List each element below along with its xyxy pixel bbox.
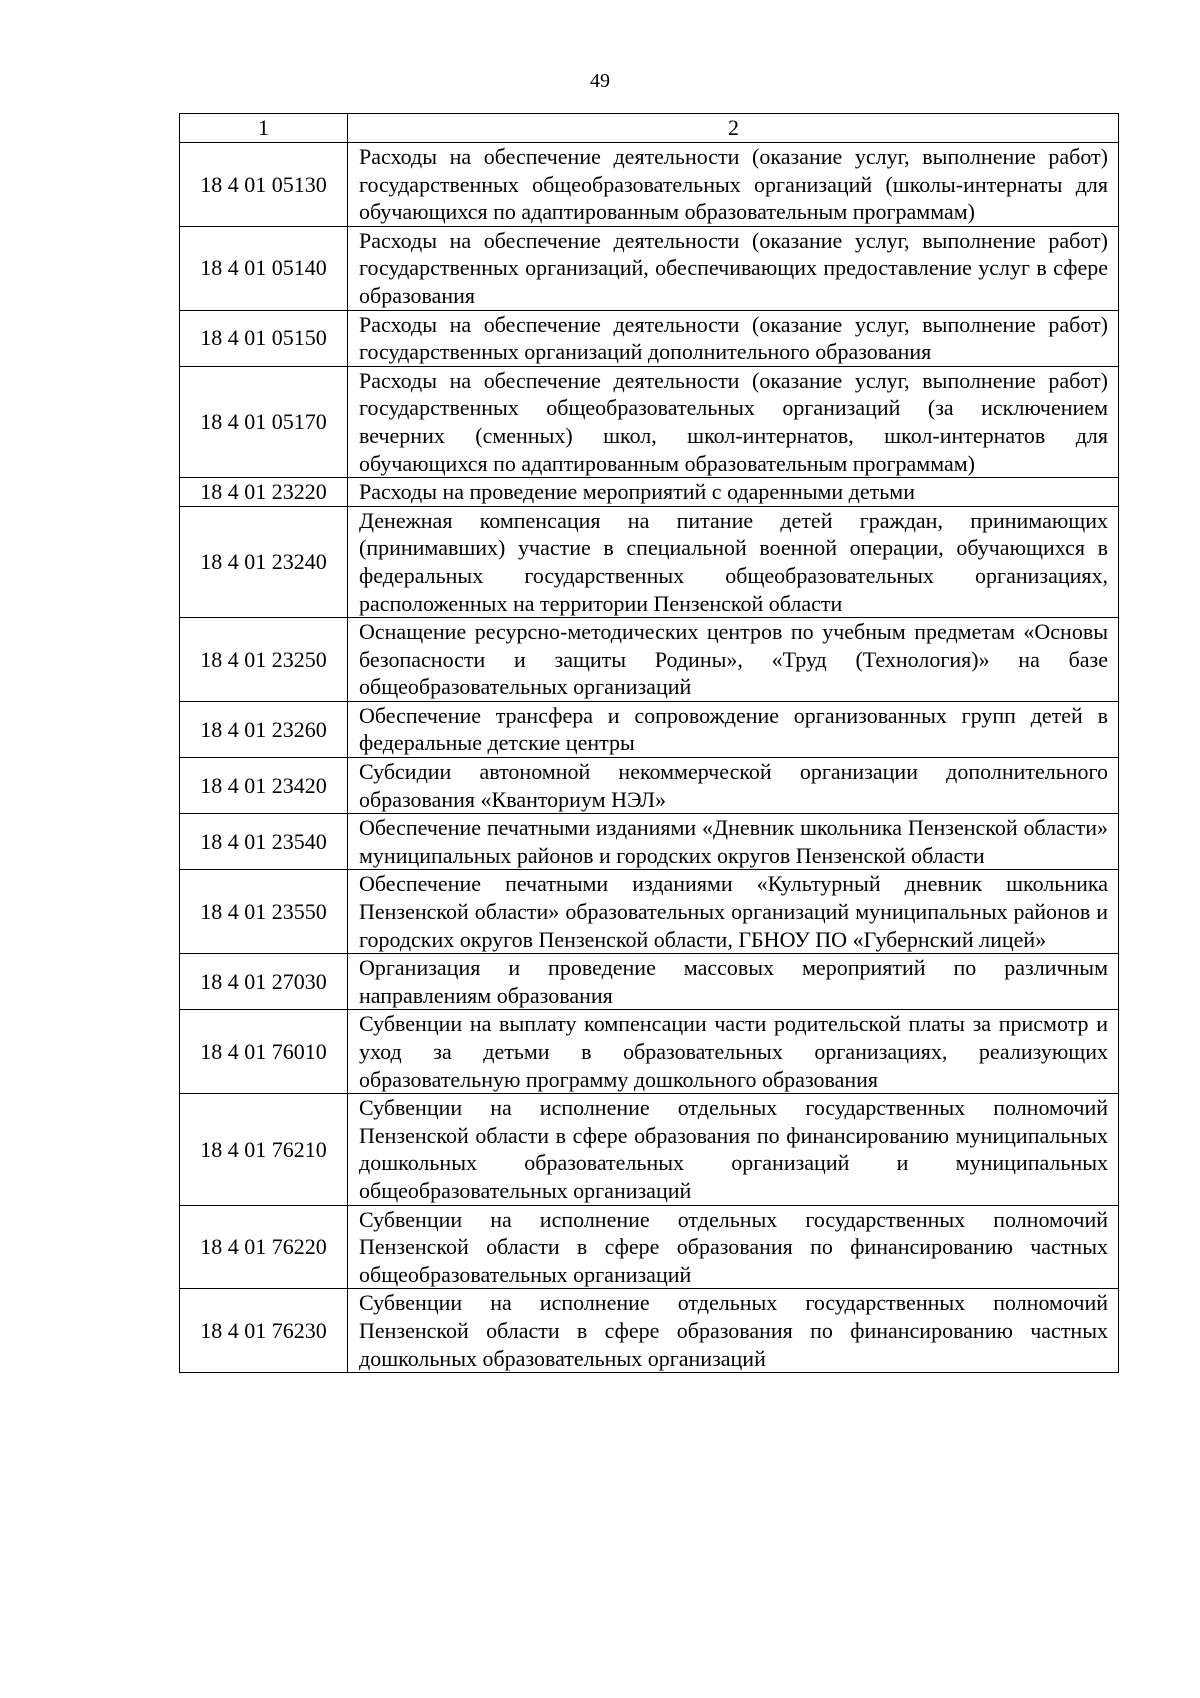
table-row <box>180 701 1119 757</box>
table-row <box>180 1289 1119 1373</box>
table-row <box>180 366 1119 477</box>
row-description-cell: Субвенции на исполнение отдельных государственных полномочий Пензенской области в сфере образования по финансированию частных дошкольных образовательных организаций <box>348 1289 1119 1373</box>
table-row <box>180 478 1119 507</box>
row-description-cell: Оснащение ресурсно-методических центров по учебным предметам «Основы безопасности и защиты Родины», «Труд (Технология)» на базе общеобразовательных организаций <box>348 618 1119 702</box>
row-code-cell: 18 4 01 23550 <box>180 870 348 954</box>
table-row <box>180 618 1119 702</box>
budget-classification-table <box>179 113 1119 1373</box>
row-code-cell: 18 4 01 23240 <box>180 506 348 617</box>
row-description-cell: Субвенции на исполнение отдельных государственных полномочий Пензенской области в сфере образования по финансированию муниципальных дошкольных образовательных организаций и муниципальных общеобразовательных организаций <box>348 1094 1119 1205</box>
table-row <box>180 758 1119 814</box>
row-description-cell: Расходы на обеспечение деятельности (оказание услуг, выполнение работ) государственных организаций дополнительного образования <box>348 310 1119 366</box>
row-description-cell: Расходы на обеспечение деятельности (оказание услуг, выполнение работ) государственных общеобразовательных организаций (школы-интернаты для обучающихся по адаптированным образовательным программам) <box>348 143 1119 227</box>
table-row <box>180 1205 1119 1289</box>
table-row <box>180 506 1119 617</box>
row-description-cell: Расходы на обеспечение деятельности (оказание услуг, выполнение работ) государственных общеобразовательных организаций (за исключением вечерних (сменных) школ, школ-интернатов, школ-интернатов для обучающихся по адаптированным образовательным программам) <box>348 366 1119 477</box>
row-code-cell: 18 4 01 23220 <box>180 478 348 507</box>
column-header-description: 2 <box>348 114 1119 143</box>
table-row <box>180 310 1119 366</box>
row-description-cell: Расходы на проведение мероприятий с одаренными детьми <box>348 478 1119 507</box>
row-description-cell: Расходы на обеспечение деятельности (оказание услуг, выполнение работ) государственных организаций, обеспечивающих предоставление услуг в сфере образования <box>348 226 1119 310</box>
table-row <box>180 954 1119 1010</box>
row-description-cell: Субвенции на выплату компенсации части родительской платы за присмотр и уход за детьми в образовательных организациях, реализующих образовательную программу дошкольного образования <box>348 1010 1119 1094</box>
row-description-cell: Обеспечение печатными изданиями «Культурный дневник школьника Пензенской области» образовательных организаций муниципальных районов и городских округов Пензенской области, ГБНОУ ПО «Губернский лицей» <box>348 870 1119 954</box>
row-code-cell: 18 4 01 76230 <box>180 1289 348 1373</box>
row-code-cell: 18 4 01 23540 <box>180 814 348 870</box>
row-code-cell: 18 4 01 76210 <box>180 1094 348 1205</box>
row-code-cell: 18 4 01 76220 <box>180 1205 348 1289</box>
column-header-code: 1 <box>180 114 348 143</box>
table-row <box>180 226 1119 310</box>
row-code-cell: 18 4 01 23420 <box>180 758 348 814</box>
row-code-cell: 18 4 01 23250 <box>180 618 348 702</box>
row-code-cell: 18 4 01 27030 <box>180 954 348 1010</box>
row-description-cell: Субсидии автономной некоммерческой организации дополнительного образования «Кванториум НЭЛ» <box>348 758 1119 814</box>
row-description-cell: Обеспечение печатными изданиями «Дневник школьника Пензенской области» муниципальных районов и городских округов Пензенской области <box>348 814 1119 870</box>
row-code-cell: 18 4 01 76010 <box>180 1010 348 1094</box>
row-code-cell: 18 4 01 05170 <box>180 366 348 477</box>
row-description-cell: Субвенции на исполнение отдельных государственных полномочий Пензенской области в сфере образования по финансированию частных общеобразовательных организаций <box>348 1205 1119 1289</box>
table-row <box>180 814 1119 870</box>
table-body <box>180 114 1119 1373</box>
table-header-row <box>180 114 1119 143</box>
row-code-cell: 18 4 01 05150 <box>180 310 348 366</box>
row-code-cell: 18 4 01 05140 <box>180 226 348 310</box>
row-code-cell: 18 4 01 23260 <box>180 701 348 757</box>
row-description-cell: Организация и проведение массовых мероприятий по различным направлениям образования <box>348 954 1119 1010</box>
table-row <box>180 1094 1119 1205</box>
table-row <box>180 143 1119 227</box>
row-description-cell: Денежная компенсация на питание детей граждан, принимающих (принимавших) участие в специальной военной операции, обучающихся в федеральных государственных общеобразовательных организациях, расположенных на территории Пензенской области <box>348 506 1119 617</box>
row-description-cell: Обеспечение трансфера и сопровождение организованных групп детей в федеральные детские центры <box>348 701 1119 757</box>
row-code-cell: 18 4 01 05130 <box>180 143 348 227</box>
page-number: 49 <box>590 70 610 92</box>
table-row <box>180 1010 1119 1094</box>
table-row <box>180 870 1119 954</box>
